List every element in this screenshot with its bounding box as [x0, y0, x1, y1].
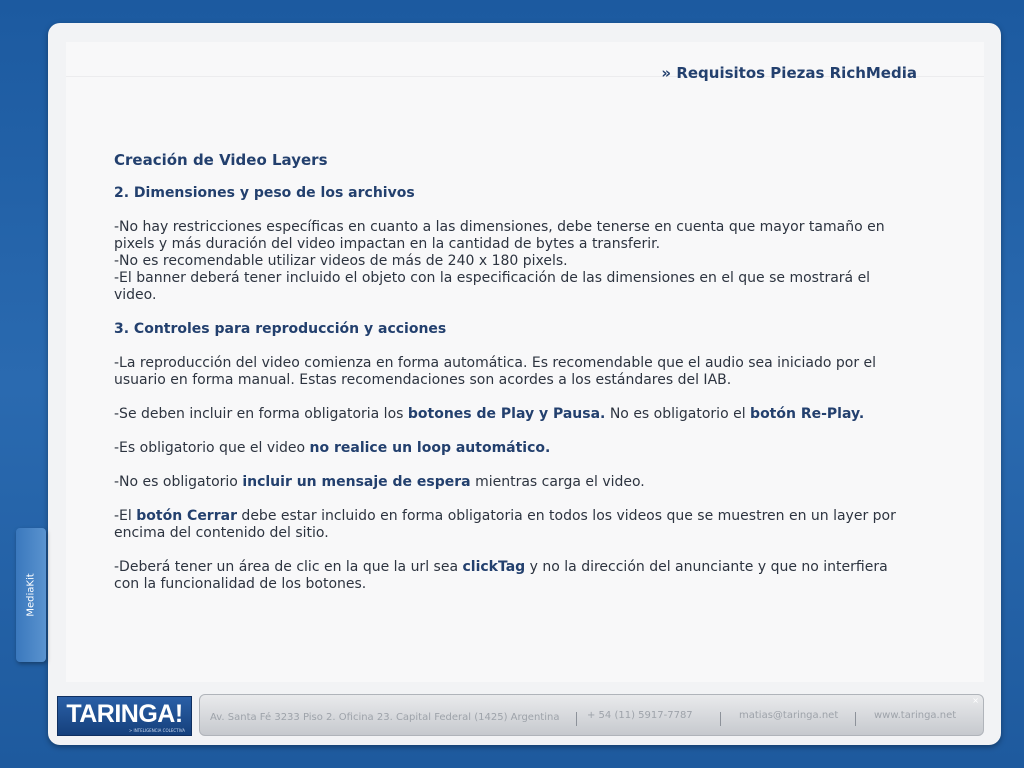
emphasis: botón Re-Play. [750, 406, 865, 422]
footer-separator [576, 712, 577, 726]
s2-paragraph-3: -El banner deberá tener incluido el objeto con la especificación de las dimensiones en el que se mostrará el video. [114, 270, 871, 303]
footer-contact-bar [199, 694, 984, 736]
page-title: » Requisitos Piezas RichMedia [661, 64, 917, 82]
text: -No es obligatorio [114, 474, 243, 490]
logo-tagline: > INTELIGENCIA COLECTIVA [128, 728, 185, 733]
mediakit-side-tab[interactable] [16, 528, 46, 662]
s3-paragraph-1: -La reproducción del video comienza en forma automática. Es recomendable que el audio sea iniciado por el usuario en forma manual. Estas recomendaciones son acordes a los estándares del IAB. [114, 355, 877, 388]
s3-paragraph-5 [114, 508, 899, 542]
side-tab-label: MediaKit [25, 573, 37, 617]
emphasis: botones de Play y Pausa. [407, 406, 606, 422]
s3-paragraph-2 [114, 406, 899, 423]
s2-paragraph-1: -No hay restricciones específicas en cuanto a las dimensiones, debe tenerse en cuenta que mayor tamaño en pixels y más duración del video impactan en la cantidad de bytes a transferir. [114, 219, 885, 252]
s2-paragraph-2: -No es recomendable utilizar videos de más de 240 x 180 pixels. [114, 253, 568, 269]
emphasis: no realice un loop automático. [309, 440, 551, 456]
footer-address: Av. Santa Fé 3233 Piso 2. Oficina 23. Capital Federal (1425) Argentina [210, 712, 560, 723]
footer-separator [855, 712, 856, 726]
footer-separator [720, 712, 721, 726]
s3-paragraph-3 [114, 440, 899, 457]
content-body [114, 151, 899, 593]
taringa-logo [57, 696, 192, 736]
text: No es obligatorio el [605, 406, 751, 422]
footer-website[interactable]: www.taringa.net [874, 710, 957, 721]
text: -El [114, 508, 137, 524]
section-2-heading: 2. Dimensiones y peso de los archivos [114, 185, 415, 201]
footer-email[interactable]: matias@taringa.net [739, 710, 839, 721]
section-3-heading: 3. Controles para reproducción y acciones [114, 321, 447, 337]
text: -Se deben incluir en forma obligatoria los [114, 406, 408, 422]
text: -Deberá tener un área de clic en la que la url sea [114, 559, 463, 575]
emphasis: incluir un mensaje de espera [242, 474, 471, 490]
text: -Es obligatorio que el video [114, 440, 310, 456]
close-icon[interactable]: × [972, 696, 979, 705]
text: mientras carga el video. [470, 474, 645, 490]
section-title: Creación de Video Layers [114, 151, 328, 169]
footer-phone: + 54 (11) 5917-7787 [587, 710, 693, 721]
text: y no la dirección del anunciante y que no interfiera con la funcionalidad de los botones. [114, 559, 888, 592]
s3-paragraph-6 [114, 559, 899, 593]
logo-wordmark: TARINGA! [66, 700, 183, 728]
text: debe estar incluido en forma obligatoria en todos los videos que se muestren en un layer por encima del contenido del sitio. [114, 508, 896, 541]
s3-paragraph-4 [114, 474, 899, 491]
emphasis: clickTag [462, 559, 526, 575]
emphasis: botón Cerrar [136, 508, 237, 524]
